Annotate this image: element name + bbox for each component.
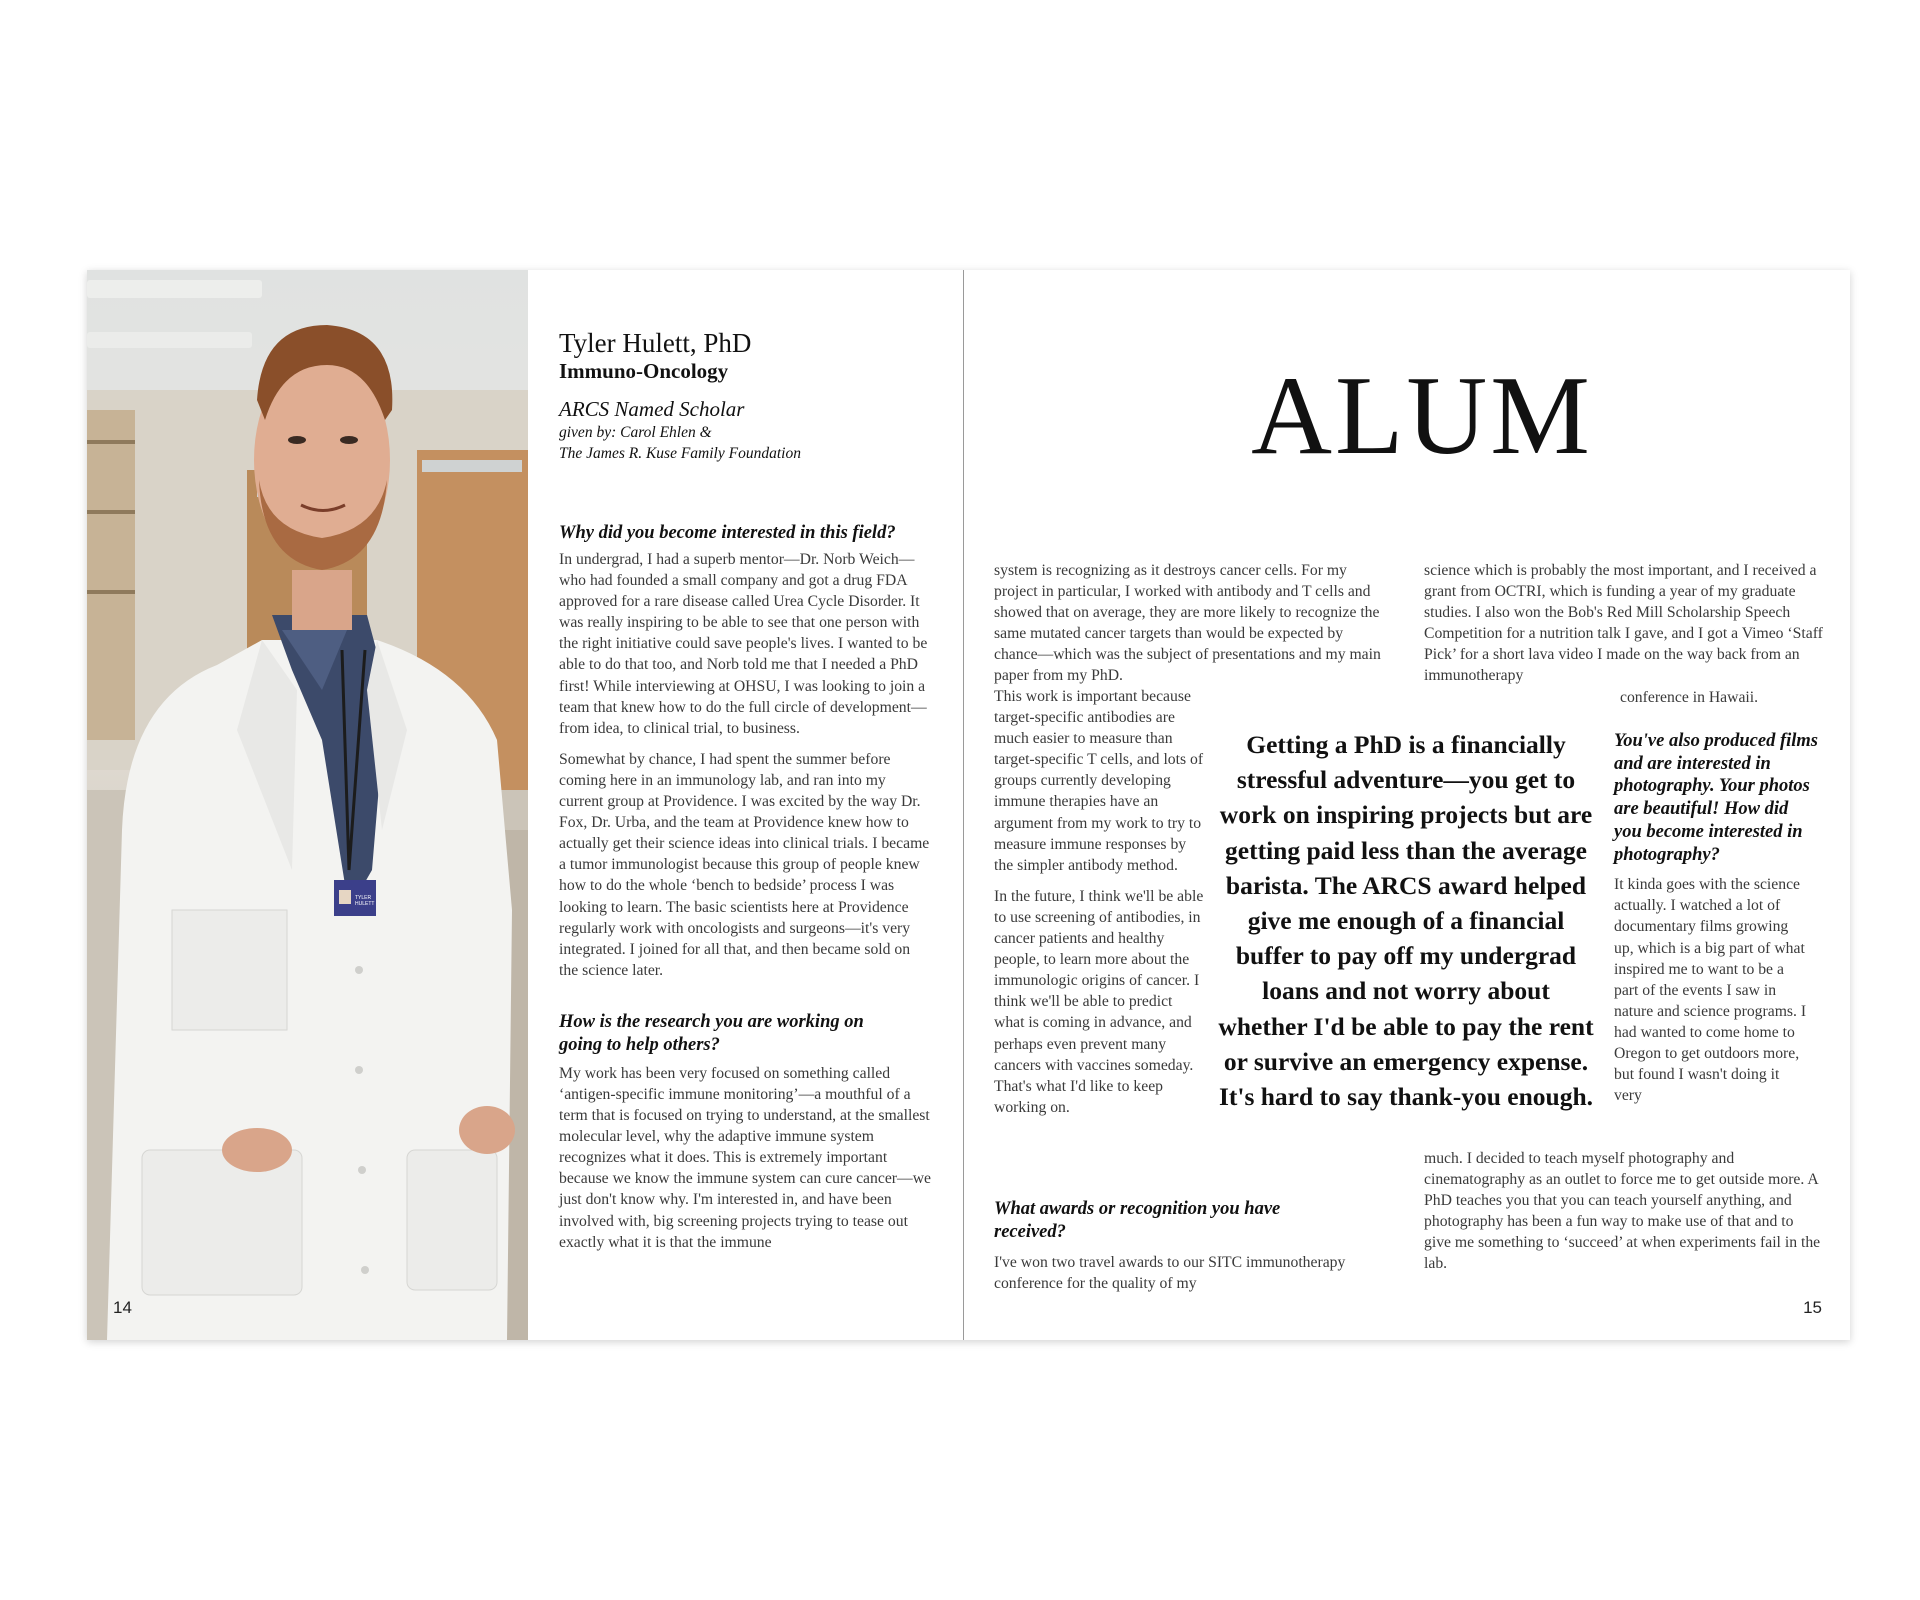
awards-section xyxy=(994,1198,1346,1294)
page-number-left: 14 xyxy=(113,1298,132,1317)
id-badge xyxy=(341,895,375,907)
body-paragraph: system is recognizing as it destroys cancer cells. For my project in particular, I worked with antibody and T cells and showed that on average, they are more likely to recognize the same mutated cancer targets than would be expected by chance—which was the subject of presentations and my main paper from my PhD. xyxy=(994,562,1381,685)
question-photography: You've also produced films and are interested in photography. Your photos are beautiful! How did you become interested in photography? xyxy=(1614,731,1819,865)
photography-section xyxy=(1614,730,1819,1106)
award-given-by: given by: Carol Ehlen & xyxy=(559,424,712,441)
right-column-top xyxy=(1424,560,1824,708)
award-foundation: The James R. Kuse Family Foundation xyxy=(559,445,801,462)
page-number-right: 15 xyxy=(1803,1298,1822,1317)
indented-line: conference in Hawaii. xyxy=(1620,688,1759,706)
section-heading: ALUM xyxy=(1251,354,1593,478)
badge-first-name: TYLER xyxy=(355,895,372,901)
answer-paragraph: In undergrad, I had a superb mentor—Dr. Norb Weich—who had founded a small company and got a drug FDA approved for a rare disease called Urea Cycle Disorder. It was really inspiring to be able to see that one person with the right initiative could save people's lives. I wanted to be able to do that too, and Norb told me that I needed a PhD first! While interviewing at OHSU, I was looking to join a team that knew how to do the full circle of development—from idea, to clinical trial, to business. xyxy=(559,551,928,737)
body-paragraph: I've won two travel awards to our SITC immunotherapy conference for the quality of my xyxy=(994,1254,1346,1293)
portrait-photo xyxy=(87,270,528,1340)
body-paragraph-end xyxy=(1424,687,1824,708)
badge-last-name: HULETT xyxy=(355,901,375,907)
magazine-spread xyxy=(87,270,1850,1340)
left-page xyxy=(87,270,963,1340)
award-title: ARCS Named Scholar xyxy=(559,397,745,421)
question-research-help: How is the research you are working on going to help others? xyxy=(559,1011,864,1055)
scholar-name: Tyler Hulett, PhD xyxy=(559,328,752,358)
answer-paragraph: Somewhat by chance, I had spent the summer before coming here in an immunology lab, and ran into my current group at Providence. I was excited by the way Dr. Fox, Dr. Urba, and the team at Providence knew how to actually get their science ideas into clinical trials. I became a tumor immunologist because this group of people knew how to do the whole ‘bench to bedside’ process I was looking to learn. The basic scientists here at Providence regularly work with oncologists and surgeons—it's very integrated. I joined for all that, and then became sold on the science later. xyxy=(559,750,930,979)
scholar-department: Immuno-Oncology xyxy=(559,359,729,383)
body-paragraph: science which is probably the most important, and I received a grant from OCTRI, which is funding a year of my graduate studies. I also won the Bob's Red Mill Scholarship Speech Competition for a nutrition talk I gave, and I got a Vimeo ‘Staff Pick’ for a short lava video I made on the way back from an immunotherapy xyxy=(1424,562,1823,685)
body-paragraph: This work is important because target-specific antibodies are much easier to measure than target-specific T cells, and lots of groups currently developing immune therapies have an argument from my work to try to measure immune responses by the simpler antibody method. xyxy=(994,688,1204,874)
body-paragraph: It kinda goes with the science actually. I watched a lot of documentary films growing up, which is a big part of what inspired me to want to be a part of the events I saw in nature and science programs. I had wanted to come home to Oregon to get outdoors more, but found I wasn't doing it very xyxy=(1614,876,1807,1105)
answer-paragraph: My work has been very focused on something called ‘antigen-specific immune monitoring’—a mouthful of a term that is focused on trying to understand, at the smallest molecular level, why the adaptive immune system recognizes what it does. This is extremely important because we know the immune system can cure cancer—we just don't know why. I'm interested in, and have been involved with, big screening projects trying to tease out exactly what it is that the immune xyxy=(559,1064,931,1251)
body-paragraph: much. I decided to teach myself photography and cinematography as an outlet to force me to get outside more. A PhD teaches you that you can teach yourself anything, and photography has been a fun way to make use of that and to give me something to ‘succeed’ at when experiments fail in the lab. xyxy=(1424,1150,1821,1273)
question-why-field: Why did you become interested in this field? xyxy=(559,523,896,543)
narrow-column xyxy=(994,686,1204,1118)
question-awards: What awards or recognition you have received? xyxy=(994,1199,1281,1242)
body-paragraph: In the future, I think we'll be able to use screening of antibodies, in cancer patients and healthy people, to learn more about the immunologic origins of cancer. I think we'll be able to predict what is coming in advance, and perhaps even prevent many cancers with vaccines someday. That's what I'd like to keep working on. xyxy=(994,887,1204,1116)
left-text-column xyxy=(559,328,931,1253)
pull-quote: Getting a PhD is a financially stressful adventure—you get to work on inspiring projects but are getting paid less than the average barista. The ARCS award helped give me enough of a financial buffer to pay off my undergrad loans and not worry about whether I'd be able to pay the rent or survive an emergency expense. It's hard to say thank-you enough. xyxy=(1218,730,1594,1112)
right-page xyxy=(964,270,1850,1340)
